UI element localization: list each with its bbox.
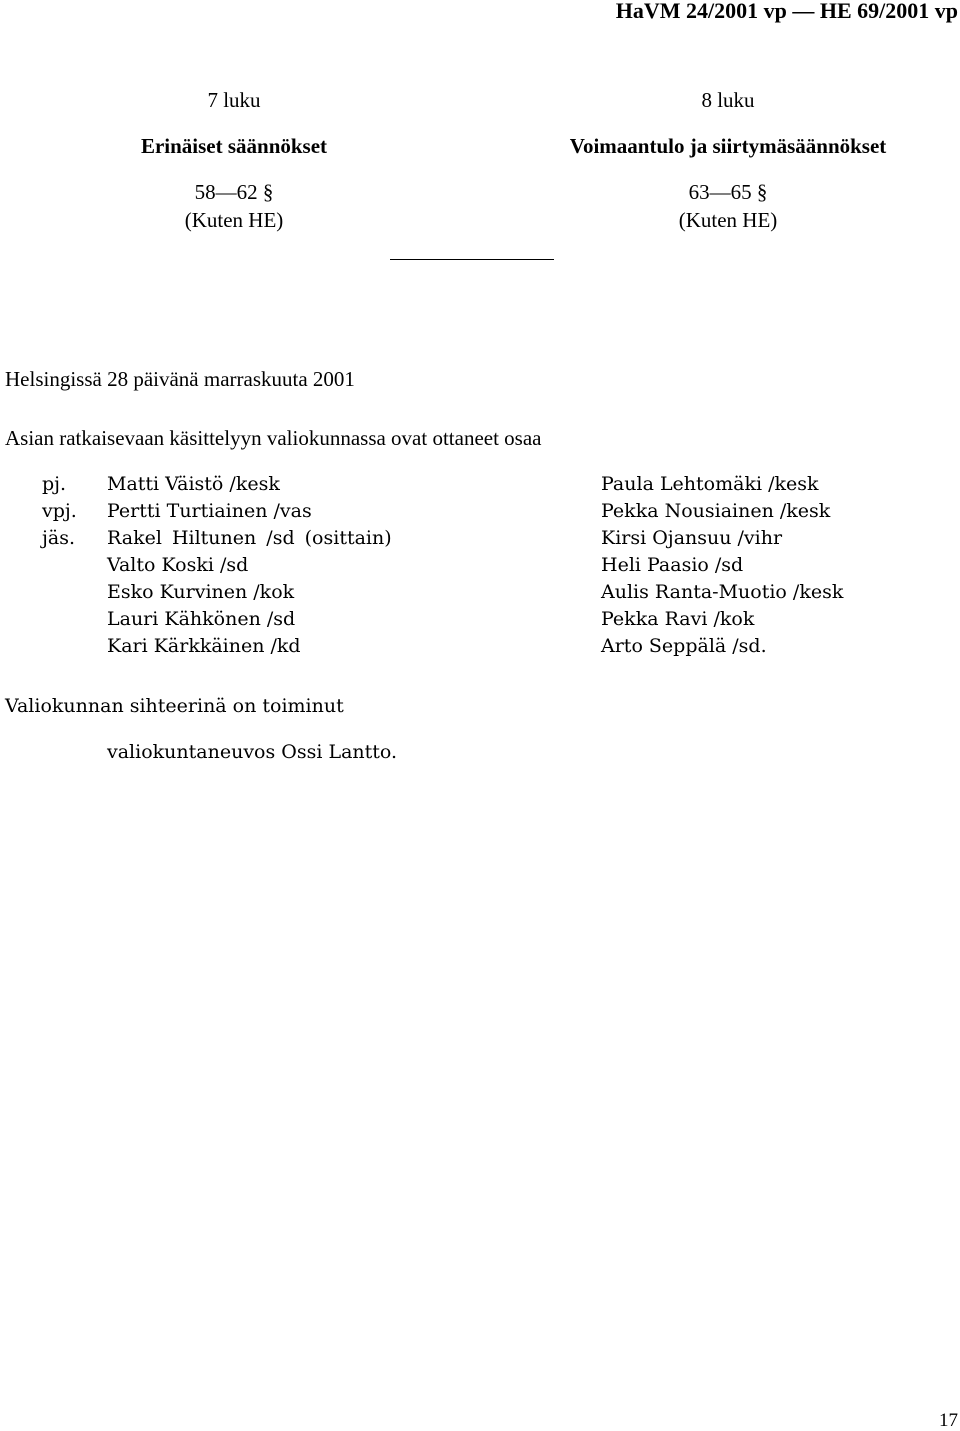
member-left-7: Kari Kärkkäinen /kd [107,635,301,657]
role-chair: pj. [42,473,67,495]
chapter-right-title: Voimaantulo ja siirtymäsäännökset [569,134,887,158]
page-number: 17 [939,1410,958,1431]
signature-place-date: Helsingissä 28 päivänä marraskuuta 2001 [5,367,355,391]
member-left-5: Esko Kurvinen /kok [107,581,295,603]
member-left-4: Valto Koski /sd [107,554,249,576]
chapter-left-number: 7 luku [207,88,261,112]
chapter-left-sections: 58—62 § [194,180,274,204]
chapter-right-sections: 63—65 § [688,180,768,204]
chapter-right-number: 8 luku [701,88,755,112]
member-left-6: Lauri Kähkönen /sd [107,608,296,630]
separator-line [390,259,554,260]
chapter-left-note: (Kuten HE) [184,208,284,232]
member-right-3: Kirsi Ojansuu /vihr [601,527,783,549]
secretary-intro: Valiokunnan sihteerinä on toiminut [5,695,344,717]
header-title: HaVM 24/2001 vp — HE 69/2001 vp [615,0,958,23]
member-right-1: Paula Lehtomäki /kesk [601,473,819,495]
role-members: jäs. [42,527,76,549]
member-left-2: Pertti Turtiainen /vas [107,500,312,522]
member-right-7: Arto Seppälä /sd. [601,635,767,657]
member-left-3: Rakel Hiltunen /sd (osittain) [107,527,392,549]
role-vice-chair: vpj. [42,500,77,522]
member-right-2: Pekka Nousiainen /kesk [601,500,831,522]
secretary-name: valiokuntaneuvos Ossi Lantto. [107,741,398,763]
member-left-1: Matti Väistö /kesk [107,473,280,495]
chapter-left-title: Erinäiset säännökset [140,134,328,158]
chapter-right-note: (Kuten HE) [678,208,778,232]
member-right-4: Heli Paasio /sd [601,554,744,576]
member-right-6: Pekka Ravi /kok [601,608,755,630]
participants-intro: Asian ratkaisevaan käsittelyyn valiokunnassa ovat ottaneet osaa [5,426,542,450]
member-right-5: Aulis Ranta-Muotio /kesk [601,581,844,603]
